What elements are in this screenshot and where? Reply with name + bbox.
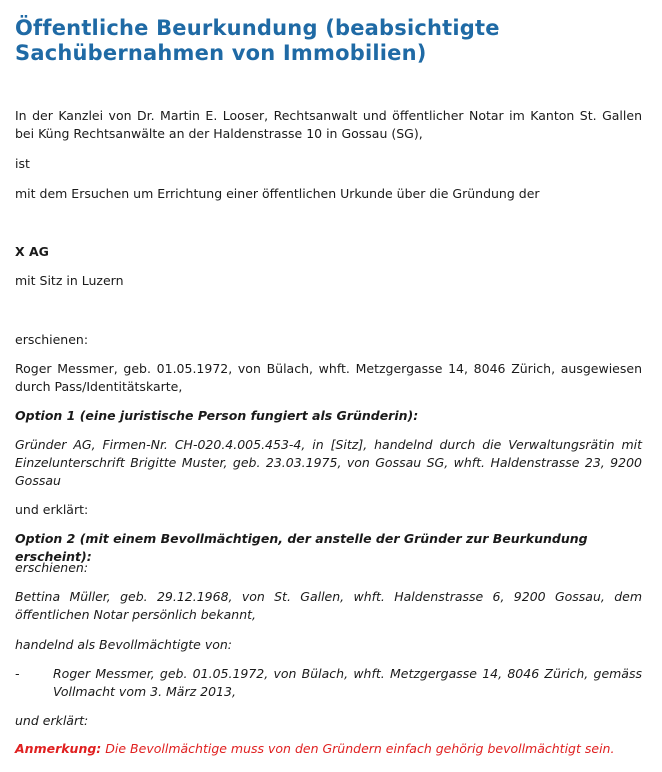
request-paragraph: mit dem Ersuchen um Errichtung einer öffentlichen Urkunde über die Gründung der: [15, 186, 540, 201]
option-2-heading: Option 2 (mit einem Bevollmächtigen, der anstelle der Gründer zur Beurkundung erscheint):: [15, 531, 588, 564]
declares-label-2: und erklärt:: [15, 713, 89, 728]
declares-label: und erklärt:: [15, 502, 89, 517]
proxy-paragraph: Bettina Müller, geb. 29.12.1968, von St. Gallen, whft. Haldenstrasse 6, 9200 Gossau, dem öffentlichen Notar persönlich bekannt,: [15, 589, 642, 622]
list-item: Roger Messmer, geb. 01.05.1972, von Bülach, whft. Metzgergasse 14, 8046 Zürich, gemäss Vollmacht vom 3. März 2013,: [53, 666, 642, 699]
company-seat: mit Sitz in Luzern: [15, 273, 124, 288]
appeared-label-2: erschienen:: [15, 560, 89, 575]
option-1-heading: Option 1 (eine juristische Person fungiert als Gründerin):: [15, 408, 419, 423]
document-title: Öffentliche Beurkundung (beabsichtigte Sachübernahmen von Immobilien): [15, 16, 500, 65]
note-paragraph: [15, 740, 642, 758]
note-label: Anmerkung:: [15, 741, 102, 756]
intro-paragraph: In der Kanzlei von Dr. Martin E. Looser, Rechtsanwalt und öffentlicher Notar im Kanton St. Gallen bei Küng Rechtsanwälte an der Haldenstrasse 10 in Gossau (SG),: [15, 108, 642, 141]
ist-paragraph: ist: [15, 156, 30, 171]
company-name: X AG: [15, 244, 49, 259]
person-paragraph: Roger Messmer, geb. 01.05.1972, von Bülach, whft. Metzgergasse 14, 8046 Zürich, ausgewiesen durch Pass/Identitätskarte,: [15, 361, 642, 394]
list-dash: -: [15, 666, 20, 681]
appeared-label: erschienen:: [15, 332, 89, 347]
option-1-paragraph: Gründer AG, Firmen-Nr. CH-020.4.005.453-4, in [Sitz], handelnd durch die Verwaltungsrätin mit Einzelunterschrift Brigitte Muster, geb. 23.03.1975, von Gossau SG, whft. Haldenstrasse 23, 9200 Gossau: [15, 437, 642, 488]
acting-as-label: handelnd als Bevollmächtigte von:: [15, 637, 232, 652]
note-text: Die Bevollmächtige muss von den Gründern einfach gehörig bevollmächtigt sein.: [105, 741, 615, 756]
